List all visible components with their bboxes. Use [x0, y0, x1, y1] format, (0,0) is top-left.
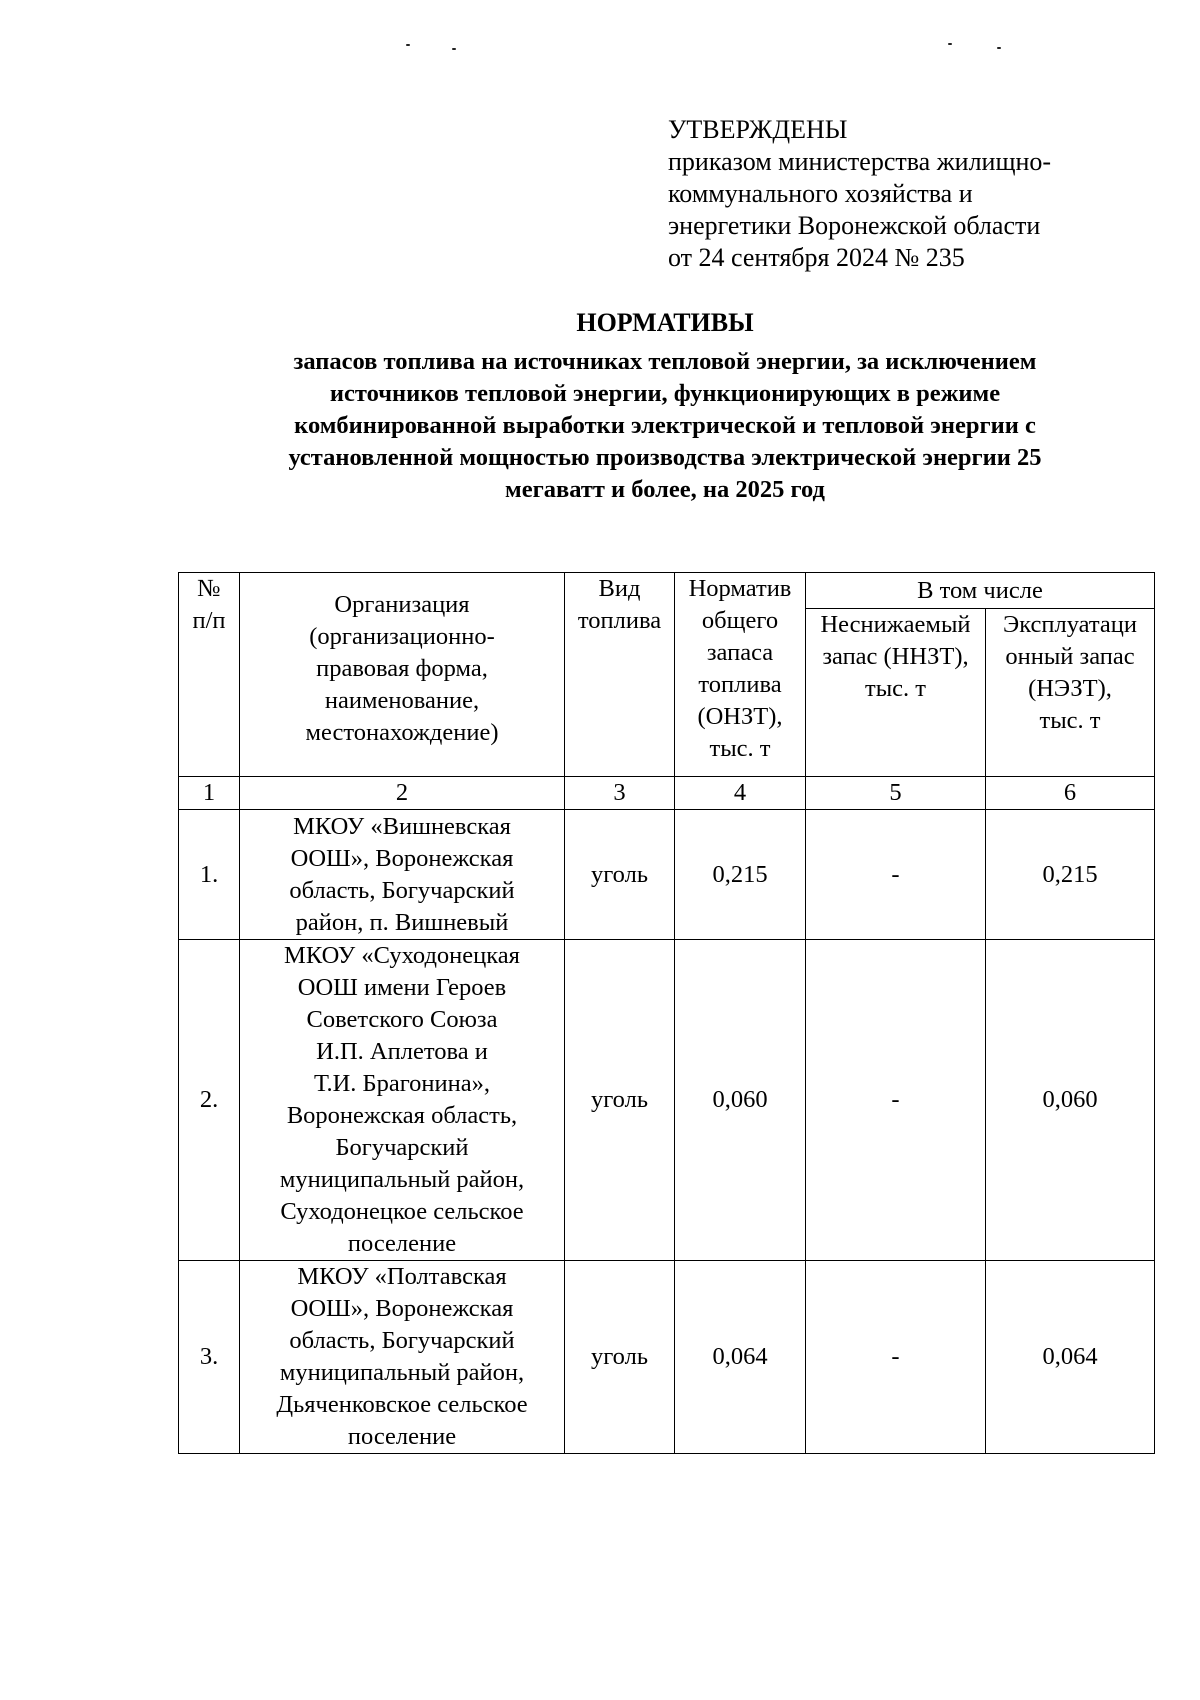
column-number: 2	[240, 777, 565, 810]
norms-table	[178, 572, 1155, 1454]
approval-block	[668, 114, 1148, 274]
approval-line: энергетики Воронежской области	[668, 211, 1041, 240]
row-norm: 0,064	[675, 1261, 806, 1454]
approval-line: приказом министерства жилищно-	[668, 147, 1052, 176]
header-nnzt: Неснижаемый запас (ННЗТ), тыс. т	[806, 609, 986, 777]
subtitle-line: запасов топлива на источниках тепловой энергии, за исключением	[293, 348, 1037, 375]
row-nezt: 0,064	[986, 1261, 1155, 1454]
column-number: 3	[565, 777, 675, 810]
row-num: 1.	[179, 810, 240, 940]
header-organization: Организация (организационно- правовая форма, наименование, местонахождение)	[240, 573, 565, 777]
column-number: 5	[806, 777, 986, 810]
document-title: НОРМАТИВЫ	[576, 308, 754, 337]
row-nezt: 0,215	[986, 810, 1155, 940]
row-fuel: уголь	[565, 940, 675, 1261]
scan-speck	[948, 43, 952, 45]
scan-speck	[452, 48, 456, 50]
row-norm: 0,215	[675, 810, 806, 940]
row-organization: МКОУ «Вишневская ООШ», Воронежская область, Богучарский район, п. Вишневый	[240, 810, 565, 940]
header-fuel-type: Вид топлива	[565, 573, 675, 777]
header-including: В том числе	[806, 573, 1155, 609]
approval-title: УТВЕРЖДЕНЫ	[668, 115, 848, 144]
table-row	[179, 940, 1155, 1261]
row-nezt: 0,060	[986, 940, 1155, 1261]
approval-date-number: от 24 сентября 2024 № 235	[668, 243, 965, 272]
subtitle-line: комбинированной выработки электрической и тепловой энергии с	[294, 412, 1036, 439]
scan-speck	[997, 47, 1001, 49]
header-total-norm: Норматив общего запаса топлива (ОНЗТ), тыс. т	[675, 573, 806, 777]
row-norm: 0,060	[675, 940, 806, 1261]
subtitle-line: мегаватт и более, на 2025 год	[505, 476, 825, 503]
row-fuel: уголь	[565, 810, 675, 940]
subtitle-line: установленной мощностью производства электрической энергии 25	[288, 444, 1042, 471]
row-fuel: уголь	[565, 1261, 675, 1454]
approval-line: коммунального хозяйства и	[668, 179, 973, 208]
document-subtitle	[200, 346, 1130, 506]
row-nnzt: -	[806, 810, 986, 940]
column-number: 1	[179, 777, 240, 810]
column-number-row	[179, 777, 1155, 810]
table-row	[179, 810, 1155, 940]
row-organization: МКОУ «Суходонецкая ООШ имени Героев Советского Союза И.П. Аплетова и Т.И. Брагонина», Воронежская область, Богучарский муниципальный район, Суходонецкое сельское поселение	[240, 940, 565, 1261]
table-row	[179, 1261, 1155, 1454]
scan-speck	[406, 44, 410, 46]
header-nezt: Эксплуатаци онный запас (НЭЗТ), тыс. т	[986, 609, 1155, 777]
row-nnzt: -	[806, 1261, 986, 1454]
column-number: 6	[986, 777, 1155, 810]
row-num: 3.	[179, 1261, 240, 1454]
row-organization: МКОУ «Полтавская ООШ», Воронежская область, Богучарский муниципальный район, Дьяченковское сельское поселение	[240, 1261, 565, 1454]
row-num: 2.	[179, 940, 240, 1261]
row-nnzt: -	[806, 940, 986, 1261]
header-num: № п/п	[179, 573, 240, 777]
column-number: 4	[675, 777, 806, 810]
subtitle-line: источников тепловой энергии, функционирующих в режиме	[329, 380, 1001, 407]
